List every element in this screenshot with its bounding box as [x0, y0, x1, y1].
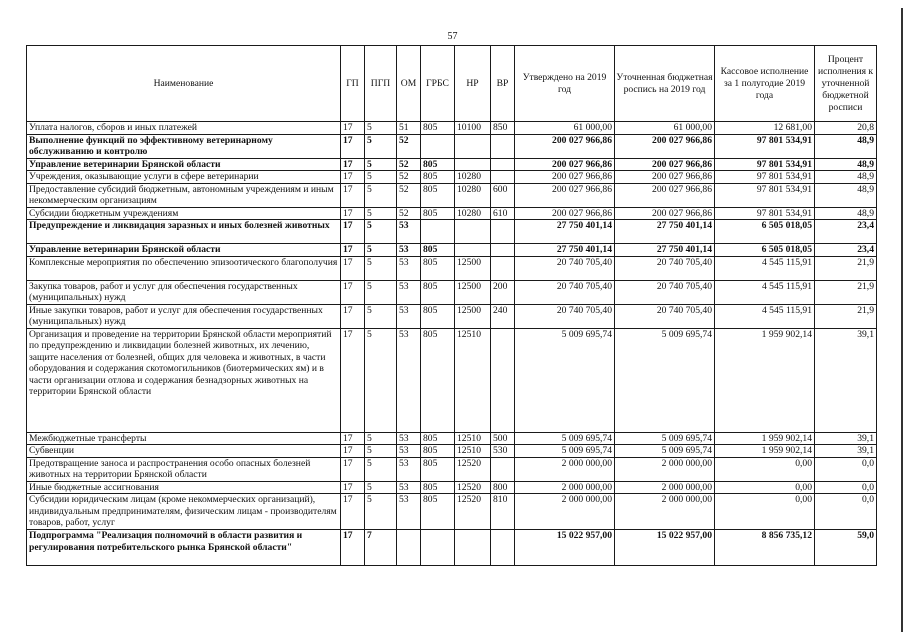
- cell-vr: 610: [491, 207, 515, 220]
- cell-pgp: 5: [365, 171, 397, 184]
- cell-om: 52: [397, 171, 421, 184]
- cell-percent: 0,0: [815, 457, 877, 481]
- cell-pgp: 5: [365, 244, 397, 257]
- table-row: [27, 530, 877, 566]
- cell-nr: 12520: [455, 481, 491, 494]
- cell-grbs: 805: [421, 244, 455, 257]
- cell-gp: 17: [341, 304, 365, 328]
- cell-vr: [491, 457, 515, 481]
- cell-nr: 12510: [455, 328, 491, 432]
- cell-refined: 20 740 705,40: [615, 304, 715, 328]
- cell-approved: 20 740 705,40: [515, 304, 615, 328]
- cell-cash: 97 801 534,91: [715, 171, 815, 184]
- cell-vr: 200: [491, 280, 515, 304]
- cell-nr: 12500: [455, 304, 491, 328]
- cell-nr: 10280: [455, 207, 491, 220]
- cell-om: 52: [397, 207, 421, 220]
- cell-grbs: 805: [421, 207, 455, 220]
- cell-pgp: 5: [365, 457, 397, 481]
- cell-percent: 21,9: [815, 256, 877, 280]
- cell-grbs: 805: [421, 158, 455, 171]
- header-refined: Уточненная бюджетная роспись на 2019 год: [615, 46, 715, 122]
- cell-percent: 48,9: [815, 171, 877, 184]
- cell-pgp: 5: [365, 256, 397, 280]
- table-row: [27, 280, 877, 304]
- cell-approved: 20 740 705,40: [515, 280, 615, 304]
- table-row: [27, 256, 877, 280]
- cell-name: Управление ветеринарии Брянской области: [27, 244, 341, 257]
- header-gp: ГП: [341, 46, 365, 122]
- cell-approved: 27 750 401,14: [515, 244, 615, 257]
- cell-name: Выполнение функций по эффективному ветеринарному обслуживанию и контролю: [27, 134, 341, 158]
- cell-name: Предотвращение заноса и распространения особо опасных болезней животных на территории Брянской области: [27, 457, 341, 481]
- cell-om: 53: [397, 256, 421, 280]
- scan-edge-line: [901, 8, 903, 632]
- cell-percent: 48,9: [815, 207, 877, 220]
- cell-cash: 1 959 902,14: [715, 445, 815, 458]
- cell-grbs: 805: [421, 481, 455, 494]
- cell-cash: 4 545 115,91: [715, 280, 815, 304]
- cell-vr: 800: [491, 481, 515, 494]
- cell-refined: 20 740 705,40: [615, 256, 715, 280]
- cell-refined: 20 740 705,40: [615, 280, 715, 304]
- cell-refined: 2 000 000,00: [615, 457, 715, 481]
- cell-cash: 4 545 115,91: [715, 256, 815, 280]
- cell-grbs: 805: [421, 280, 455, 304]
- cell-vr: [491, 158, 515, 171]
- cell-cash: 6 505 018,05: [715, 220, 815, 244]
- cell-nr: 10280: [455, 183, 491, 207]
- cell-approved: 20 740 705,40: [515, 256, 615, 280]
- cell-vr: [491, 530, 515, 566]
- cell-nr: 12500: [455, 256, 491, 280]
- cell-om: 51: [397, 122, 421, 135]
- cell-gp: 17: [341, 207, 365, 220]
- cell-grbs: 805: [421, 256, 455, 280]
- cell-vr: [491, 171, 515, 184]
- cell-om: 52: [397, 183, 421, 207]
- cell-nr: [455, 530, 491, 566]
- cell-pgp: 5: [365, 122, 397, 135]
- table-row: [27, 304, 877, 328]
- cell-percent: 21,9: [815, 280, 877, 304]
- cell-vr: 850: [491, 122, 515, 135]
- cell-cash: 8 856 735,12: [715, 530, 815, 566]
- cell-om: 53: [397, 328, 421, 432]
- table-row: [27, 457, 877, 481]
- header-percent: Процент исполнения к уточненной бюджетной росписи: [815, 46, 877, 122]
- cell-gp: 17: [341, 244, 365, 257]
- cell-om: 52: [397, 158, 421, 171]
- cell-refined: 200 027 966,86: [615, 158, 715, 171]
- cell-percent: 20,8: [815, 122, 877, 135]
- cell-pgp: 5: [365, 445, 397, 458]
- cell-name: Предупреждение и ликвидация заразных и иных болезней животных: [27, 220, 341, 244]
- cell-vr: 530: [491, 445, 515, 458]
- cell-grbs: 805: [421, 304, 455, 328]
- cell-name: Комплексные мероприятия по обеспечению эпизоотического благополучия: [27, 256, 341, 280]
- cell-refined: 5 009 695,74: [615, 432, 715, 445]
- cell-gp: 17: [341, 445, 365, 458]
- cell-refined: 200 027 966,86: [615, 134, 715, 158]
- cell-approved: 200 027 966,86: [515, 183, 615, 207]
- cell-percent: 0,0: [815, 481, 877, 494]
- cell-grbs: 805: [421, 328, 455, 432]
- cell-name: Субсидии юридическим лицам (кроме некоммерческих организаций), индивидуальным предпринимателям, физическим лицам - производителям товаров, работ, услуг: [27, 494, 341, 530]
- cell-om: 52: [397, 134, 421, 158]
- cell-percent: 48,9: [815, 134, 877, 158]
- cell-pgp: 5: [365, 280, 397, 304]
- cell-gp: 17: [341, 256, 365, 280]
- cell-refined: 61 000,00: [615, 122, 715, 135]
- cell-vr: [491, 220, 515, 244]
- table-row: [27, 207, 877, 220]
- table-row: [27, 134, 877, 158]
- cell-nr: [455, 134, 491, 158]
- cell-name: Организация и проведение на территории Брянской области мероприятий по предупреждению и ликвидации болезней животных, их лечению, защите населения от болезней, общих для человека и животных, в части оборудования и содержания скотомогильников (биотермических ям) и в части организации отлова и содержания безнадзорных животных на территории Брянской области: [27, 328, 341, 432]
- table-row: [27, 122, 877, 135]
- cell-om: 53: [397, 445, 421, 458]
- cell-nr: [455, 244, 491, 257]
- cell-approved: 2 000 000,00: [515, 457, 615, 481]
- cell-approved: 200 027 966,86: [515, 171, 615, 184]
- cell-pgp: 5: [365, 328, 397, 432]
- cell-gp: 17: [341, 457, 365, 481]
- cell-pgp: 5: [365, 304, 397, 328]
- cell-name: Субсидии бюджетным учреждениям: [27, 207, 341, 220]
- header-pgp: ПГП: [365, 46, 397, 122]
- header-vr: ВР: [491, 46, 515, 122]
- cell-cash: 1 959 902,14: [715, 328, 815, 432]
- cell-nr: 10100: [455, 122, 491, 135]
- cell-cash: 4 545 115,91: [715, 304, 815, 328]
- cell-grbs: 805: [421, 183, 455, 207]
- header-name: Наименование: [27, 46, 341, 122]
- cell-refined: 2 000 000,00: [615, 481, 715, 494]
- cell-approved: 5 009 695,74: [515, 445, 615, 458]
- cell-nr: 12520: [455, 494, 491, 530]
- header-approved: Утверждено на 2019 год: [515, 46, 615, 122]
- table-body: [27, 122, 877, 566]
- cell-pgp: 5: [365, 481, 397, 494]
- header-grbs: ГРБС: [421, 46, 455, 122]
- page-number: 57: [447, 31, 458, 42]
- table-row: [27, 183, 877, 207]
- cell-percent: 23,4: [815, 220, 877, 244]
- cell-refined: 27 750 401,14: [615, 244, 715, 257]
- table-row: [27, 432, 877, 445]
- cell-cash: 1 959 902,14: [715, 432, 815, 445]
- cell-grbs: [421, 220, 455, 244]
- cell-nr: 12500: [455, 280, 491, 304]
- cell-om: 53: [397, 494, 421, 530]
- cell-gp: 17: [341, 494, 365, 530]
- table-row: [27, 171, 877, 184]
- cell-vr: [491, 328, 515, 432]
- cell-gp: 17: [341, 530, 365, 566]
- cell-pgp: 5: [365, 220, 397, 244]
- cell-refined: 5 009 695,74: [615, 328, 715, 432]
- table-row: [27, 445, 877, 458]
- header-om: ОМ: [397, 46, 421, 122]
- cell-grbs: 805: [421, 122, 455, 135]
- cell-vr: [491, 134, 515, 158]
- cell-cash: 97 801 534,91: [715, 207, 815, 220]
- cell-name: Закупка товаров, работ и услуг для обеспечения государственных (муниципальных) нужд: [27, 280, 341, 304]
- cell-grbs: 805: [421, 432, 455, 445]
- cell-cash: 6 505 018,05: [715, 244, 815, 257]
- table-row: [27, 158, 877, 171]
- cell-percent: 39,1: [815, 432, 877, 445]
- cell-gp: 17: [341, 134, 365, 158]
- cell-gp: 17: [341, 122, 365, 135]
- cell-approved: 200 027 966,86: [515, 158, 615, 171]
- cell-name: Субвенции: [27, 445, 341, 458]
- cell-approved: 61 000,00: [515, 122, 615, 135]
- cell-percent: 48,9: [815, 158, 877, 171]
- cell-om: 53: [397, 220, 421, 244]
- cell-percent: 0,0: [815, 494, 877, 530]
- header-cash: Кассовое исполнение за 1 полугодие 2019 года: [715, 46, 815, 122]
- cell-vr: [491, 244, 515, 257]
- cell-gp: 17: [341, 280, 365, 304]
- cell-percent: 59,0: [815, 530, 877, 566]
- cell-name: Учреждения, оказывающие услуги в сфере ветеринарии: [27, 171, 341, 184]
- cell-cash: 0,00: [715, 494, 815, 530]
- cell-pgp: 5: [365, 158, 397, 171]
- cell-gp: 17: [341, 183, 365, 207]
- cell-name: Иные закупки товаров, работ и услуг для обеспечения государственных (муниципальных) нужд: [27, 304, 341, 328]
- cell-om: 53: [397, 481, 421, 494]
- cell-om: 53: [397, 457, 421, 481]
- cell-pgp: 5: [365, 432, 397, 445]
- cell-name: Уплата налогов, сборов и иных платежей: [27, 122, 341, 135]
- cell-percent: 23,4: [815, 244, 877, 257]
- cell-om: [397, 530, 421, 566]
- cell-cash: 0,00: [715, 457, 815, 481]
- cell-gp: 17: [341, 171, 365, 184]
- cell-approved: 5 009 695,74: [515, 432, 615, 445]
- cell-cash: 0,00: [715, 481, 815, 494]
- table-row: [27, 220, 877, 244]
- cell-percent: 21,9: [815, 304, 877, 328]
- cell-name: Подпрограмма "Реализация полномочий в области развития и регулирования потребительского рынка Брянской области": [27, 530, 341, 566]
- cell-vr: 810: [491, 494, 515, 530]
- header-nr: НР: [455, 46, 491, 122]
- cell-gp: 17: [341, 220, 365, 244]
- table-header-row: [27, 46, 877, 122]
- cell-refined: 200 027 966,86: [615, 171, 715, 184]
- cell-om: 53: [397, 304, 421, 328]
- cell-grbs: [421, 134, 455, 158]
- cell-approved: 200 027 966,86: [515, 207, 615, 220]
- cell-grbs: 805: [421, 494, 455, 530]
- cell-name: Предоставление субсидий бюджетным, автономным учреждениям и иным некоммерческим организациям: [27, 183, 341, 207]
- cell-name: Иные бюджетные ассигнования: [27, 481, 341, 494]
- cell-approved: 15 022 957,00: [515, 530, 615, 566]
- cell-approved: 27 750 401,14: [515, 220, 615, 244]
- cell-vr: 240: [491, 304, 515, 328]
- cell-grbs: [421, 530, 455, 566]
- cell-om: 53: [397, 432, 421, 445]
- cell-om: 53: [397, 280, 421, 304]
- cell-nr: 12510: [455, 432, 491, 445]
- cell-refined: 27 750 401,14: [615, 220, 715, 244]
- cell-pgp: 5: [365, 134, 397, 158]
- cell-refined: 200 027 966,86: [615, 183, 715, 207]
- cell-pgp: 5: [365, 207, 397, 220]
- cell-cash: 97 801 534,91: [715, 158, 815, 171]
- cell-refined: 2 000 000,00: [615, 494, 715, 530]
- cell-percent: 39,1: [815, 328, 877, 432]
- cell-nr: 10280: [455, 171, 491, 184]
- cell-nr: [455, 158, 491, 171]
- cell-om: 53: [397, 244, 421, 257]
- cell-cash: 97 801 534,91: [715, 134, 815, 158]
- cell-grbs: 805: [421, 445, 455, 458]
- cell-approved: 2 000 000,00: [515, 494, 615, 530]
- table-row: [27, 494, 877, 530]
- cell-vr: 600: [491, 183, 515, 207]
- cell-gp: 17: [341, 328, 365, 432]
- cell-percent: 39,1: [815, 445, 877, 458]
- cell-grbs: 805: [421, 457, 455, 481]
- cell-pgp: 7: [365, 530, 397, 566]
- cell-nr: 12520: [455, 457, 491, 481]
- table-row: [27, 481, 877, 494]
- cell-gp: 17: [341, 158, 365, 171]
- cell-pgp: 5: [365, 183, 397, 207]
- cell-name: Управление ветеринарии Брянской области: [27, 158, 341, 171]
- table-row: [27, 244, 877, 257]
- cell-nr: [455, 220, 491, 244]
- cell-vr: [491, 256, 515, 280]
- cell-approved: 2 000 000,00: [515, 481, 615, 494]
- table-row: [27, 328, 877, 432]
- cell-gp: 17: [341, 481, 365, 494]
- cell-gp: 17: [341, 432, 365, 445]
- cell-cash: 12 681,00: [715, 122, 815, 135]
- cell-pgp: 5: [365, 494, 397, 530]
- cell-refined: 200 027 966,86: [615, 207, 715, 220]
- cell-cash: 97 801 534,91: [715, 183, 815, 207]
- cell-vr: 500: [491, 432, 515, 445]
- cell-refined: 5 009 695,74: [615, 445, 715, 458]
- cell-nr: 12510: [455, 445, 491, 458]
- cell-percent: 48,9: [815, 183, 877, 207]
- cell-approved: 200 027 966,86: [515, 134, 615, 158]
- cell-name: Межбюджетные трансферты: [27, 432, 341, 445]
- cell-refined: 15 022 957,00: [615, 530, 715, 566]
- cell-approved: 5 009 695,74: [515, 328, 615, 432]
- cell-grbs: 805: [421, 171, 455, 184]
- budget-table: [26, 45, 877, 566]
